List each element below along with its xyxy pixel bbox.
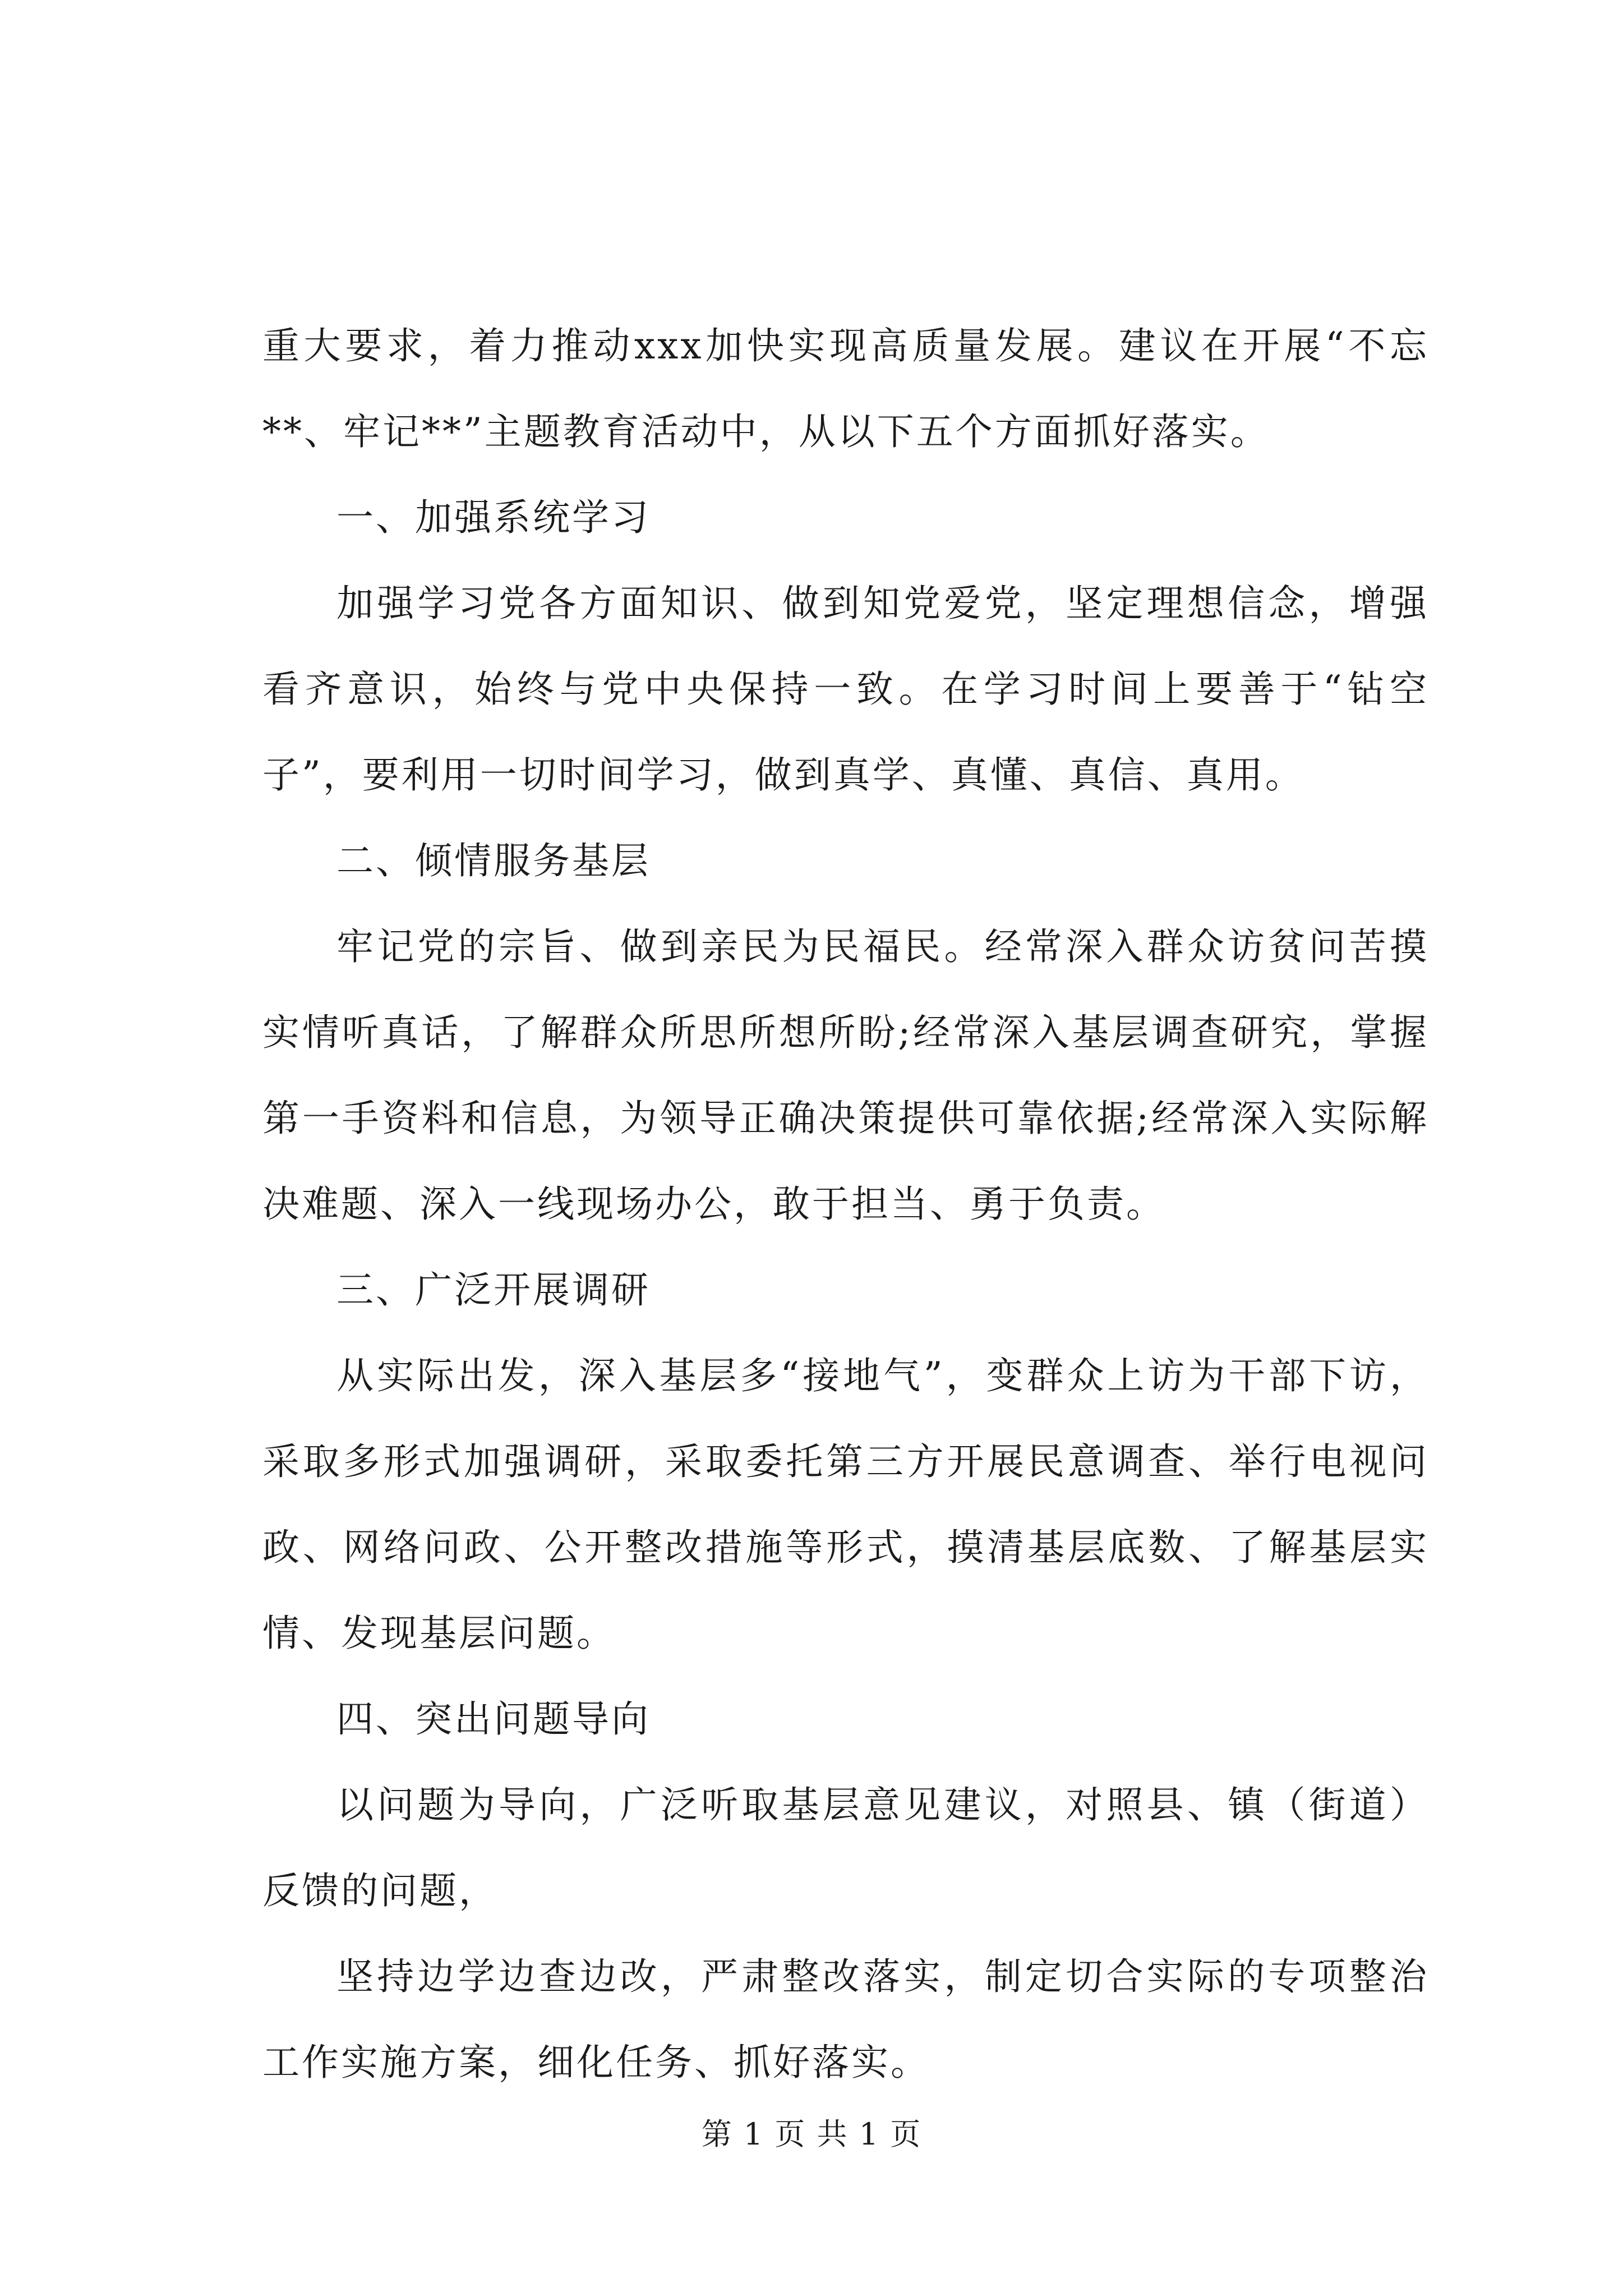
paragraph-section-2: 牢记党的宗旨、做到亲民为民福民。经常深入群众访贫问苦摸实情听真话，了解群众所思所想所盼;经常深入基层调查研究，掌握第一手资料和信息，为领导正确决策提供可靠依据;经常深入实际解决难题、深入一线现场办公，敢于担当、勇于负责。 — [262, 925, 1429, 1226]
paragraph-section-3: 从实际出发，深入基层多“接地气”，变群众上访为干部下访，采取多形式加强调研，采取委托第三方开展民意调查、举行电视问政、网络问政、公开整改措施等形式，摸清基层底数、了解基层实情、发现基层问题。 — [262, 1354, 1429, 1655]
paragraph-intro: 重大要求，着力推动xxx加快实现高质量发展。建议在开展“不忘**、牢记**”主题教育活动中，从以下五个方面抓好落实。 — [262, 324, 1429, 453]
paragraph-section-4b: 坚持边学边查边改，严肃整改落实，制定切合实际的专项整治工作实施方案，细化任务、抓好落实。 — [262, 1955, 1429, 2084]
paragraph-section-4a: 以问题为导向，广泛听取基层意见建议，对照县、镇（街道）反馈的问题， — [262, 1783, 1429, 1912]
paragraph-section-1: 加强学习党各方面知识、做到知党爱党，坚定理想信念，增强看齐意识，始终与党中央保持一致。在学习时间上要善于“钻空子”，要利用一切时间学习，做到真学、真懂、真信、真用。 — [262, 582, 1429, 797]
section-heading-4: 四、突出问题导向 — [336, 1697, 651, 1741]
section-heading-3: 三、广泛开展调研 — [336, 1268, 651, 1312]
document-body — [262, 303, 1429, 2105]
page-number-footer: 第 1 页 共 1 页 — [701, 2116, 922, 2152]
section-heading-2: 二、倾情服务基层 — [336, 839, 651, 882]
section-heading-1: 一、加强系统学习 — [336, 496, 651, 539]
